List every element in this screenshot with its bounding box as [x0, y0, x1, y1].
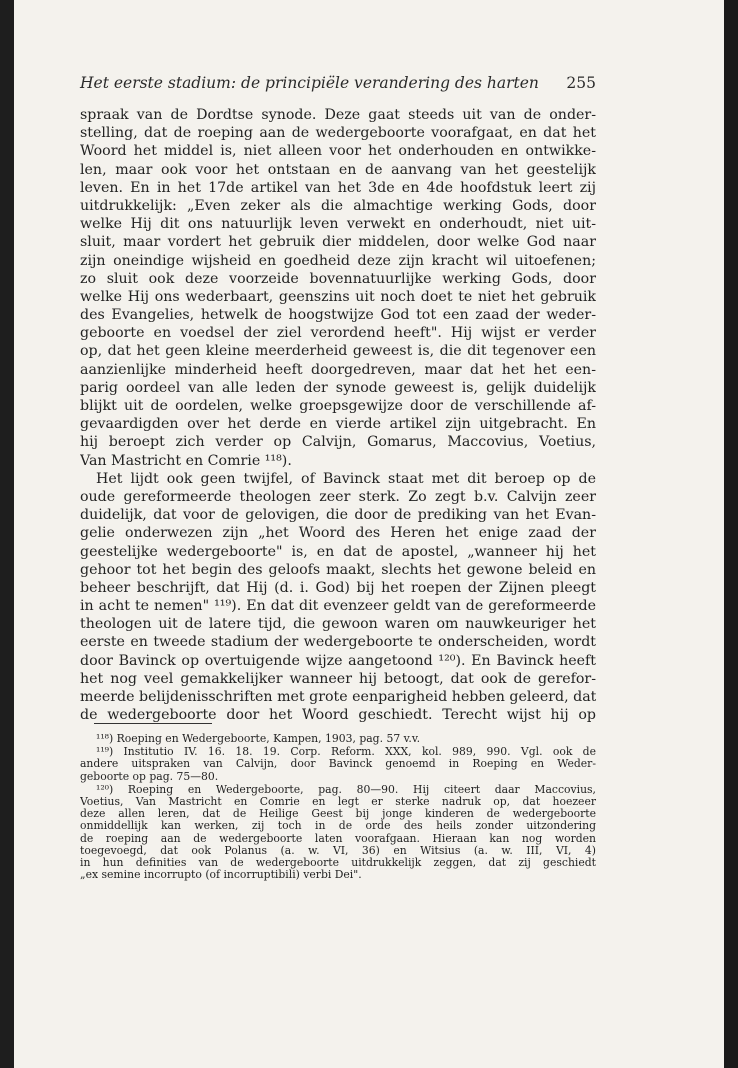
- text-line: eerste en tweede stadium der wedergeboorte te onderscheiden, wordt: [80, 634, 596, 651]
- page-header: [80, 74, 596, 94]
- text-line: zo sluit ook deze voorzeide bovennatuurlijke werking Gods, door: [80, 270, 596, 287]
- text-line: zijn oneindige wijsheid en goedheid deze zijn kracht wil uitoefenen;: [80, 252, 596, 269]
- text-line: uitdrukkelijk: „Even zeker als die almachtige werking Gods, door: [80, 197, 596, 214]
- body-text: [80, 106, 596, 724]
- running-title: Het eerste stadium: de principiële verandering des harten: [80, 74, 539, 92]
- text-line: parig oordeel van alle leden der synode geweest is, gelijk duidelijk: [80, 379, 596, 396]
- text-line: Het lijdt ook geen twijfel, of Bavinck staat met dit beroep op de: [96, 470, 596, 487]
- text-line: geestelijke wedergeboorte" is, en dat de apostel, „wanneer hij het: [80, 543, 596, 560]
- text-line: geboorte en voedsel der ziel verordend heeft". Hij wijst er verder: [80, 325, 596, 342]
- text-line: welke Hij ons wederbaart, geenszins uit noch doet te niet het gebruik: [80, 288, 596, 305]
- footnote-line: geboorte op pag. 75—80.: [80, 770, 219, 783]
- footnote-line: de roeping aan de wedergeboorte laten voorafgaan. Hieraan kan nog worden: [80, 832, 596, 845]
- footnote-divider: [94, 723, 212, 724]
- text-line: beheer beschrijft, dat Hij (d. i. God) bij het roepen der Zijnen pleegt: [80, 579, 596, 596]
- text-line: gevaardigden over het derde en vierde artikel zijn uitgebracht. En: [80, 416, 596, 433]
- footnote-line: ¹²⁰) Roeping en Wedergeboorte, pag. 80—90. Hij citeert daar Maccovius,: [96, 783, 596, 796]
- text-line: sluit, maar vordert het gebruik dier middelen, door welke God naar: [80, 234, 596, 251]
- text-line: het nog veel gemakkelijker wanneer hij betoogt, dat ook de gerefor-: [80, 670, 596, 687]
- footnote-line: Voetius, Van Mastricht en Comrie en legt er sterke nadruk op, dat hoezeer: [80, 795, 596, 808]
- text-line: leven. En in het 17de artikel van het 3de en 4de hoofdstuk leert zij: [80, 179, 596, 196]
- text-line: blijkt uit de oordelen, welke groepsgewijze door de verschillende af-: [80, 398, 596, 414]
- footnote-line: ¹¹⁸) Roeping en Wedergeboorte, Kampen, 1903, pag. 57 v.v.: [96, 733, 421, 745]
- text-line: duidelijk, dat voor de gelovigen, die door de prediking van het Evan-: [80, 507, 596, 524]
- footnote-line: ¹¹⁹) Institutio IV. 16. 18. 19. Corp. Reform. XXX, kol. 989, 990. Vgl. ook de: [96, 746, 596, 759]
- text-line: hij beroept zich verder op Calvijn, Gomarus, Maccovius, Voetius,: [80, 434, 596, 451]
- text-line: in acht te nemen" ¹¹⁹). En dat dit evenzeer geldt van de gereformeerde: [80, 598, 596, 615]
- scan-edge-left: [0, 0, 14, 1068]
- page-number: 255: [566, 74, 596, 92]
- footnotes: [80, 733, 596, 881]
- text-line: gelie onderwezen zijn „het Woord des Heren het enige zaad der: [80, 525, 596, 542]
- text-line: stelling, dat de roeping aan de wedergeboorte voorafgaat, en dat het: [80, 125, 596, 142]
- footnote-line: „ex semine incorrupto (of incorruptibili) verbi Dei".: [80, 869, 362, 882]
- text-line: spraak van de Dordtse synode. Deze gaat steeds uit van de onder-: [80, 107, 596, 123]
- text-line: welke Hij dit ons natuurlijk leven verwekt en onderhoudt, niet uit-: [80, 216, 596, 233]
- text-line: aanzienlijke minderheid heeft doorgedreven, maar dat het het een-: [80, 361, 596, 378]
- footnote-line: andere uitspraken van Calvijn, door Bavinck genoemd in Roeping en Weder-: [80, 758, 596, 771]
- text-line: op, dat het geen kleine meerderheid geweest is, die dit tegenover een: [80, 343, 596, 360]
- scan-edge-right: [724, 0, 738, 1068]
- text-line: len, maar ook voor het ontstaan en de aanvang van het geestelijk: [80, 161, 596, 178]
- text-line: meerde belijdenisschriften met grote eenparigheid hebben geleerd, dat: [80, 689, 596, 705]
- text-line: door Bavinck op overtuigende wijze aangetoond ¹²⁰). En Bavinck heeft: [80, 652, 596, 669]
- book-page: [14, 0, 724, 1068]
- text-line: theologen uit de latere tijd, die gewoon waren om nauwkeuriger het: [80, 616, 596, 633]
- text-line: gehoor tot het begin des geloofs maakt, slechts het gewone beleid en: [80, 561, 596, 578]
- text-line: Van Mastricht en Comrie ¹¹⁸).: [80, 452, 292, 469]
- text-line: de wedergeboorte door het Woord geschiedt. Terecht wijst hij op: [80, 707, 596, 724]
- footnote-line: deze allen leren, dat de Heilige Geest bij jonge kinderen de wedergeboorte: [80, 808, 596, 821]
- text-line: des Evangelies, hetwelk de hoogstwijze God tot een zaad der weder-: [80, 307, 596, 324]
- text-line: Woord het middel is, niet alleen voor het onderhouden en ontwikke-: [80, 143, 596, 160]
- footnote-line: toegevoegd, dat ook Polanus (a. w. VI, 36) en Witsius (a. w. III, VI, 4): [80, 844, 596, 857]
- text-line: oude gereformeerde theologen zeer sterk. Zo zegt b.v. Calvijn zeer: [80, 488, 596, 505]
- footnote-line: onmiddellijk kan werken, zij toch in de orde des heils zonder uitzondering: [80, 820, 596, 833]
- footnote-line: in hun definities van de wedergeboorte uitdrukkelijk zeggen, dat zij geschiedt: [80, 856, 596, 869]
